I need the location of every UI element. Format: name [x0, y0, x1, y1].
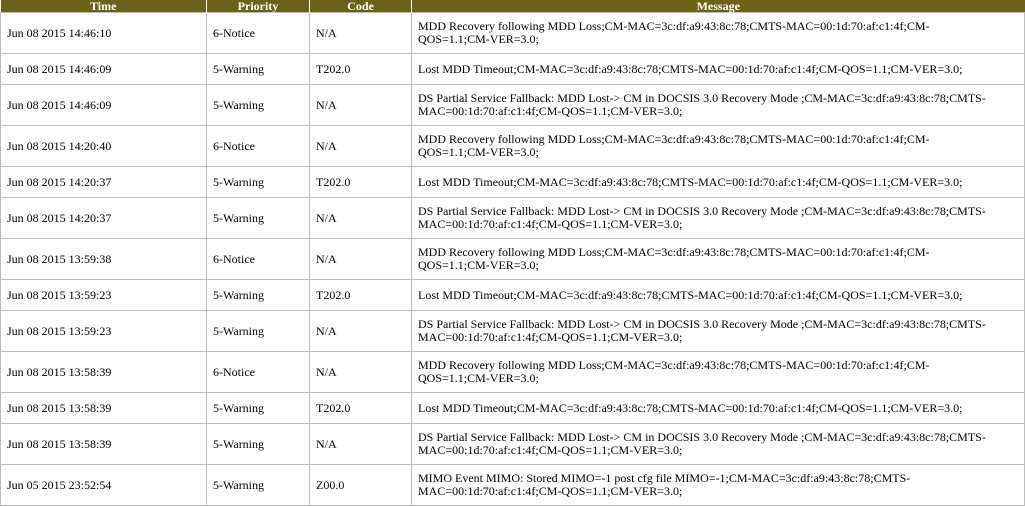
table-row: [1, 126, 1025, 167]
cell-code: N/A: [310, 198, 412, 239]
cell-priority: 5-Warning: [207, 424, 310, 465]
cell-time: Jun 08 2015 13:58:39: [1, 352, 207, 393]
cell-time: Jun 08 2015 13:58:39: [1, 393, 207, 424]
cell-time: Jun 08 2015 13:59:23: [1, 280, 207, 311]
cell-time: Jun 05 2015 23:52:54: [1, 465, 207, 506]
cell-code: Z00.0: [310, 465, 412, 506]
column-header-time: Time: [1, 0, 207, 13]
cell-time: Jun 08 2015 14:20:37: [1, 167, 207, 198]
cell-code: T202.0: [310, 393, 412, 424]
cell-time: Jun 08 2015 14:20:40: [1, 126, 207, 167]
cell-message: MDD Recovery following MDD Loss;CM-MAC=3c:df:a9:43:8c:78;CMTS-MAC=00:1d:70:af:c1:4f;CM-QOS=1.1;CM-VER=3.0;: [412, 239, 1025, 280]
cell-message: DS Partial Service Fallback: MDD Lost-> CM in DOCSIS 3.0 Recovery Mode ;CM-MAC=3c:df:a9:43:8c:78;CMTS-MAC=00:1d:70:af:c1:4f;CM-QOS=1.1;CM-VER=3.0;: [412, 424, 1025, 465]
cell-code: N/A: [310, 424, 412, 465]
cell-time: Jun 08 2015 14:46:09: [1, 54, 207, 85]
cell-message: Lost MDD Timeout;CM-MAC=3c:df:a9:43:8c:78;CMTS-MAC=00:1d:70:af:c1:4f;CM-QOS=1.1;CM-VER=3.0;: [412, 54, 1025, 85]
table-row: [1, 280, 1025, 311]
cell-priority: 6-Notice: [207, 352, 310, 393]
header-row: [1, 0, 1025, 13]
cell-priority: 5-Warning: [207, 393, 310, 424]
cell-code: N/A: [310, 126, 412, 167]
table-row: [1, 311, 1025, 352]
cell-message: DS Partial Service Fallback: MDD Lost-> CM in DOCSIS 3.0 Recovery Mode ;CM-MAC=3c:df:a9:43:8c:78;CMTS-MAC=00:1d:70:af:c1:4f;CM-QOS=1.1;CM-VER=3.0;: [412, 198, 1025, 239]
cell-time: Jun 08 2015 13:58:39: [1, 424, 207, 465]
cell-code: N/A: [310, 311, 412, 352]
cell-message: DS Partial Service Fallback: MDD Lost-> CM in DOCSIS 3.0 Recovery Mode ;CM-MAC=3c:df:a9:43:8c:78;CMTS-MAC=00:1d:70:af:c1:4f;CM-QOS=1.1;CM-VER=3.0;: [412, 311, 1025, 352]
cell-code: N/A: [310, 13, 412, 54]
cell-message: MDD Recovery following MDD Loss;CM-MAC=3c:df:a9:43:8c:78;CMTS-MAC=00:1d:70:af:c1:4f;CM-QOS=1.1;CM-VER=3.0;: [412, 126, 1025, 167]
cell-message: Lost MDD Timeout;CM-MAC=3c:df:a9:43:8c:78;CMTS-MAC=00:1d:70:af:c1:4f;CM-QOS=1.1;CM-VER=3.0;: [412, 167, 1025, 198]
event-log-header: [1, 0, 1025, 13]
table-row: [1, 54, 1025, 85]
cell-priority: 5-Warning: [207, 167, 310, 198]
cell-time: Jun 08 2015 13:59:23: [1, 311, 207, 352]
cell-priority: 5-Warning: [207, 311, 310, 352]
cell-message: Lost MDD Timeout;CM-MAC=3c:df:a9:43:8c:78;CMTS-MAC=00:1d:70:af:c1:4f;CM-QOS=1.1;CM-VER=3.0;: [412, 280, 1025, 311]
table-row: [1, 13, 1025, 54]
cell-time: Jun 08 2015 14:20:37: [1, 198, 207, 239]
table-row: [1, 198, 1025, 239]
cell-time: Jun 08 2015 14:46:10: [1, 13, 207, 54]
cell-message: MIMO Event MIMO: Stored MIMO=-1 post cfg file MIMO=-1;CM-MAC=3c:df:a9:43:8c:78;CMTS-MAC=00:1d:70:af:c1:4f;CM-QOS=1.1;CM-VER=3.0;: [412, 465, 1025, 506]
cell-priority: 5-Warning: [207, 85, 310, 126]
cell-time: Jun 08 2015 13:59:38: [1, 239, 207, 280]
event-log-body: [1, 13, 1025, 506]
cell-priority: 5-Warning: [207, 54, 310, 85]
cell-priority: 5-Warning: [207, 280, 310, 311]
table-row: [1, 167, 1025, 198]
cell-code: T202.0: [310, 280, 412, 311]
column-header-code: Code: [310, 0, 412, 13]
cell-code: N/A: [310, 239, 412, 280]
cell-message: MDD Recovery following MDD Loss;CM-MAC=3c:df:a9:43:8c:78;CMTS-MAC=00:1d:70:af:c1:4f;CM-QOS=1.1;CM-VER=3.0;: [412, 13, 1025, 54]
cell-priority: 6-Notice: [207, 239, 310, 280]
table-row: [1, 393, 1025, 424]
cell-priority: 6-Notice: [207, 126, 310, 167]
cell-message: DS Partial Service Fallback: MDD Lost-> CM in DOCSIS 3.0 Recovery Mode ;CM-MAC=3c:df:a9:43:8c:78;CMTS-MAC=00:1d:70:af:c1:4f;CM-QOS=1.1;CM-VER=3.0;: [412, 85, 1025, 126]
cell-time: Jun 08 2015 14:46:09: [1, 85, 207, 126]
table-row: [1, 352, 1025, 393]
cell-code: N/A: [310, 352, 412, 393]
cell-priority: 5-Warning: [207, 198, 310, 239]
cell-code: T202.0: [310, 167, 412, 198]
table-row: [1, 239, 1025, 280]
cell-message: Lost MDD Timeout;CM-MAC=3c:df:a9:43:8c:78;CMTS-MAC=00:1d:70:af:c1:4f;CM-QOS=1.1;CM-VER=3.0;: [412, 393, 1025, 424]
table-row: [1, 465, 1025, 506]
cell-priority: 6-Notice: [207, 13, 310, 54]
column-header-message: Message: [412, 0, 1025, 13]
cell-code: T202.0: [310, 54, 412, 85]
table-row: [1, 85, 1025, 126]
column-header-priority: Priority: [207, 0, 310, 13]
cell-code: N/A: [310, 85, 412, 126]
cell-message: MDD Recovery following MDD Loss;CM-MAC=3c:df:a9:43:8c:78;CMTS-MAC=00:1d:70:af:c1:4f;CM-QOS=1.1;CM-VER=3.0;: [412, 352, 1025, 393]
table-row: [1, 424, 1025, 465]
cell-priority: 5-Warning: [207, 465, 310, 506]
